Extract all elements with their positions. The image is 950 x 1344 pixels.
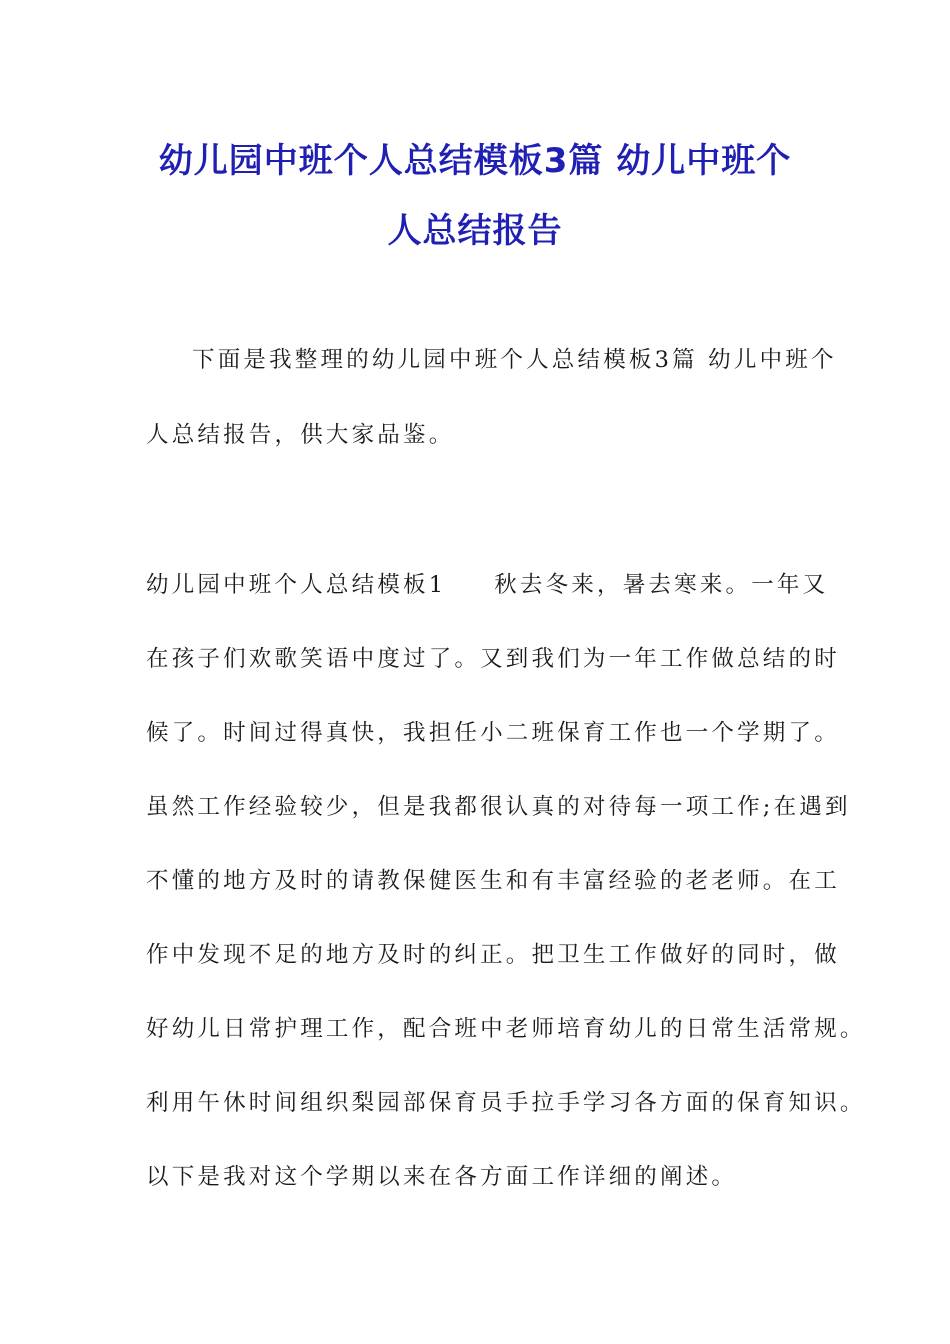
section-first-line xyxy=(146,570,828,600)
document-title-line-1: 幼儿园中班个人总结模板3篇 幼儿中班个 xyxy=(158,141,792,181)
body-line-5: 作中发现不足的地方及时的纠正。把卫生工作做好的同时，做 xyxy=(146,942,840,968)
body-line-8: 以下是我对这个学期以来在各方面工作详细的阐述。 xyxy=(146,1164,738,1190)
intro-line-2: 人总结报告，供大家品鉴。 xyxy=(146,422,455,448)
body-line-2: 候了。时间过得真快，我担任小二班保育工作也一个学期了。 xyxy=(146,720,840,746)
body-line-6: 好幼儿日常护理工作，配合班中老师培育幼儿的日常生活常规。 xyxy=(146,1016,866,1042)
body-line-7: 利用午休时间组织梨园部保育员手拉手学习各方面的保育知识。 xyxy=(146,1090,866,1116)
document-title-line-2: 人总结报告 xyxy=(387,211,563,251)
intro-line-1: 下面是我整理的幼儿园中班个人总结模板3篇 幼儿中班个 xyxy=(192,347,837,373)
body-line-1: 在孩子们欢歌笑语中度过了。又到我们为一年工作做总结的时 xyxy=(146,646,840,672)
section-heading: 幼儿园中班个人总结模板1 xyxy=(146,572,447,598)
body-line-3: 虽然工作经验较少，但是我都很认真的对待每一项工作;在遇到 xyxy=(146,794,851,820)
body-first-line-text: 秋去冬来，暑去寒来。一年又 xyxy=(494,572,829,598)
body-line-4: 不懂的地方及时的请教保健医生和有丰富经验的老老师。在工 xyxy=(146,868,840,894)
